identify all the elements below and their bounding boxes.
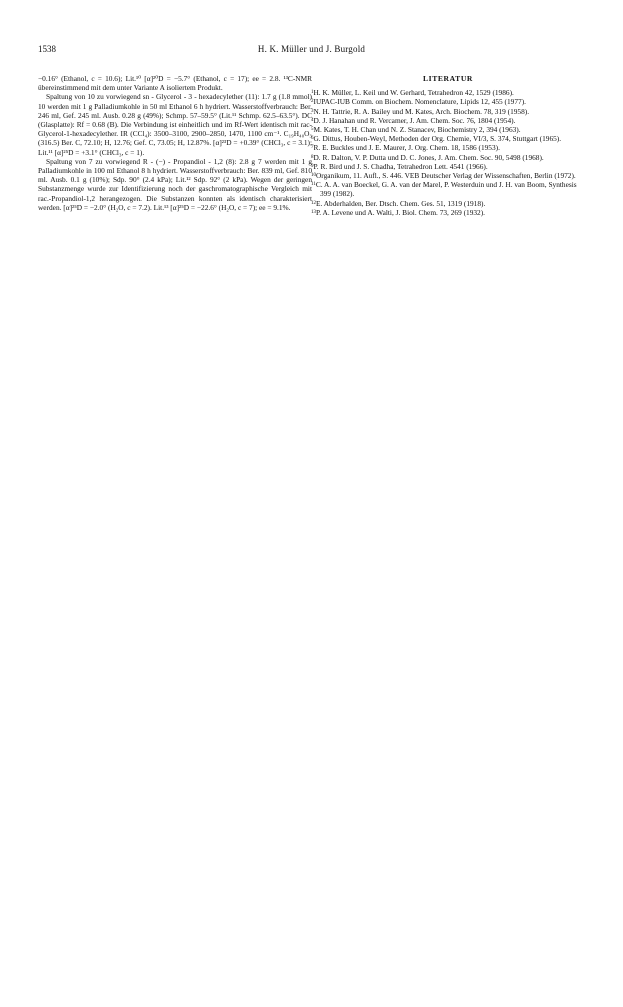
reference-item (311, 97, 585, 106)
reference-text: Organikum, 11. Aufl., S. 446. VEB Deutscher Verlag der Wissenschaften, Berlin (1972). (316, 171, 576, 181)
experimental-column (38, 74, 312, 212)
reference-number: 8 (311, 154, 314, 160)
paragraph-cleavage-7: Spaltung von 7 zu vorwiegend R - (−) - Propandiol - 1,2 (8): 2.8 g 7 werden mit 1 g Palladiumkohle in 100 ml Ethanol 8 h hydriert. Wasserstoffverbrauch: Ber. 839 ml, Gef. 810 ml. Ausb. 0.1 g (10%); Sdp. 90° (2.4 kPa); Lit.¹² Sdp. 92° (2 kPa). Wegen der geringen Substanzmenge wurde zur Identifizierung noch der gaschromatographische Vergleich mit rac.-Propandiol-1,2 herangezogen. Die Substanzen konnten als identisch charakterisiert werden. [α]²⁵D = −2.0° (H₂O, c = 7.2). Lit.¹³ [α]²⁵D = −22.6° (H₂O, c = 7); ee = 9.1%. (38, 156, 312, 212)
reference-item (311, 116, 585, 125)
reference-number: 9 (311, 163, 314, 169)
reference-item (311, 143, 585, 152)
reference-text: D. J. Hanahan und R. Vercamer, J. Am. Chem. Soc. 76, 1804 (1954). (313, 115, 516, 125)
reference-item (311, 171, 585, 180)
reference-number: 1 (311, 90, 314, 96)
reference-item (311, 107, 585, 116)
reference-text: M. Kates, T. H. Chan und N. Z. Stanacev, Biochemistry 2, 394 (1963). (313, 125, 521, 135)
paragraph-variant-a-end: −0.16° (Ethanol, c = 10.6); Lit.¹⁰ [α]²⁰D = −5.7° (Ethanol, c = 17); ee = 2.8. ¹³C-NMR übereinstimmend mit dem unter Variante A isoliertem Produkt. (38, 74, 312, 93)
reference-item (311, 199, 585, 208)
reference-number: 6 (311, 136, 314, 142)
reference-text: R. E. Buckles und J. E. Maurer, J. Org. Chem. 18, 1586 (1953). (313, 143, 500, 153)
reference-number: 7 (311, 145, 314, 151)
reference-item (311, 208, 585, 217)
reference-item (311, 162, 585, 171)
reference-number: 3 (311, 108, 314, 114)
reference-text: C. A. A. van Boeckel, G. A. van der Marel, P. Westerduin und J. H. van Boom, Synthesis 399 (1982). (315, 180, 577, 199)
reference-text: E. Abderhalden, Ber. Dtsch. Chem. Ges. 51, 1319 (1918). (316, 198, 486, 208)
reference-text: H. K. Müller, L. Keil und W. Gerhard, Tetrahedron 42, 1529 (1986). (313, 88, 514, 98)
page-header (38, 44, 585, 58)
reference-number: 13 (311, 209, 316, 215)
page-number: 1538 (38, 44, 56, 54)
reference-text: N. H. Tattrie, R. A. Bailey und M. Kates, Arch. Biochem. 78, 319 (1958). (313, 106, 530, 116)
running-title: H. K. Müller und J. Burgold (257, 44, 366, 54)
reference-number: 11 (311, 182, 316, 188)
reference-item (311, 134, 585, 143)
reference-text: P. A. Levene und A. Walti, J. Biol. Chem. 73, 269 (1932). (316, 207, 485, 217)
references-column (311, 74, 585, 217)
reference-number: 4 (311, 117, 314, 123)
paragraph-cleavage-10: Spaltung von 10 zu vorwiegend sn - Glycerol - 3 - hexadecylether (11): 1.7 g (1.8 mmol) 10 werden mit 1 g Palladiumkohle in 50 ml Ethanol 6 h hydriert. Wasserstoffverbrauch: Ber. 246 ml, Gef. 245 ml. Ausb. 0.28 g (49%); Schmp. 57–59.5° (Lit.¹¹ Schmp. 62.5–63.5°). DC (Glasplatte): Rf = 0.68 (B). Die Verbindung ist einheitlich und im Rf-Wert identisch mit rac-Glycerol-1-hexadecylether. IR (CCl₄): 3500–3100, 2900–2850, 1470, 1100 cm⁻¹. C₁₉H₄₀O₃ (316.5) Ber. C, 72.10; H, 12.76; Gef. C, 73.05; H, 12.87%. [α]²³D = +0.39° (CHCl₃, c = 3.1); Lit.¹¹ [α]²⁵D = +3.1° (CHCl₃, c = 1). (38, 92, 312, 157)
reference-item (311, 125, 585, 134)
reference-text: P. R. Bird und J. S. Chadha, Tetrahedron Lett. 4541 (1966). (313, 161, 488, 171)
references-list (311, 88, 585, 217)
reference-text: D. R. Dalton, V. P. Dutta und D. C. Jones, J. Am. Chem. Soc. 90, 5498 (1968). (313, 152, 544, 162)
reference-number: 2 (311, 99, 314, 105)
references-heading: LITERATUR (423, 74, 473, 83)
reference-item (311, 153, 585, 162)
reference-item (311, 180, 585, 198)
reference-text: G. Dittus, Houben-Weyl, Methoden der Org. Chemie, VI/3, S. 374, Stuttgart (1965). (313, 134, 562, 144)
reference-text: IUPAC-IUB Comm. on Biochem. Nomenclature, Lipids 12, 455 (1977). (313, 97, 526, 107)
reference-number: 12 (311, 200, 316, 206)
reference-number: 10 (311, 173, 316, 179)
reference-item (311, 88, 585, 97)
reference-number: 5 (311, 127, 314, 133)
